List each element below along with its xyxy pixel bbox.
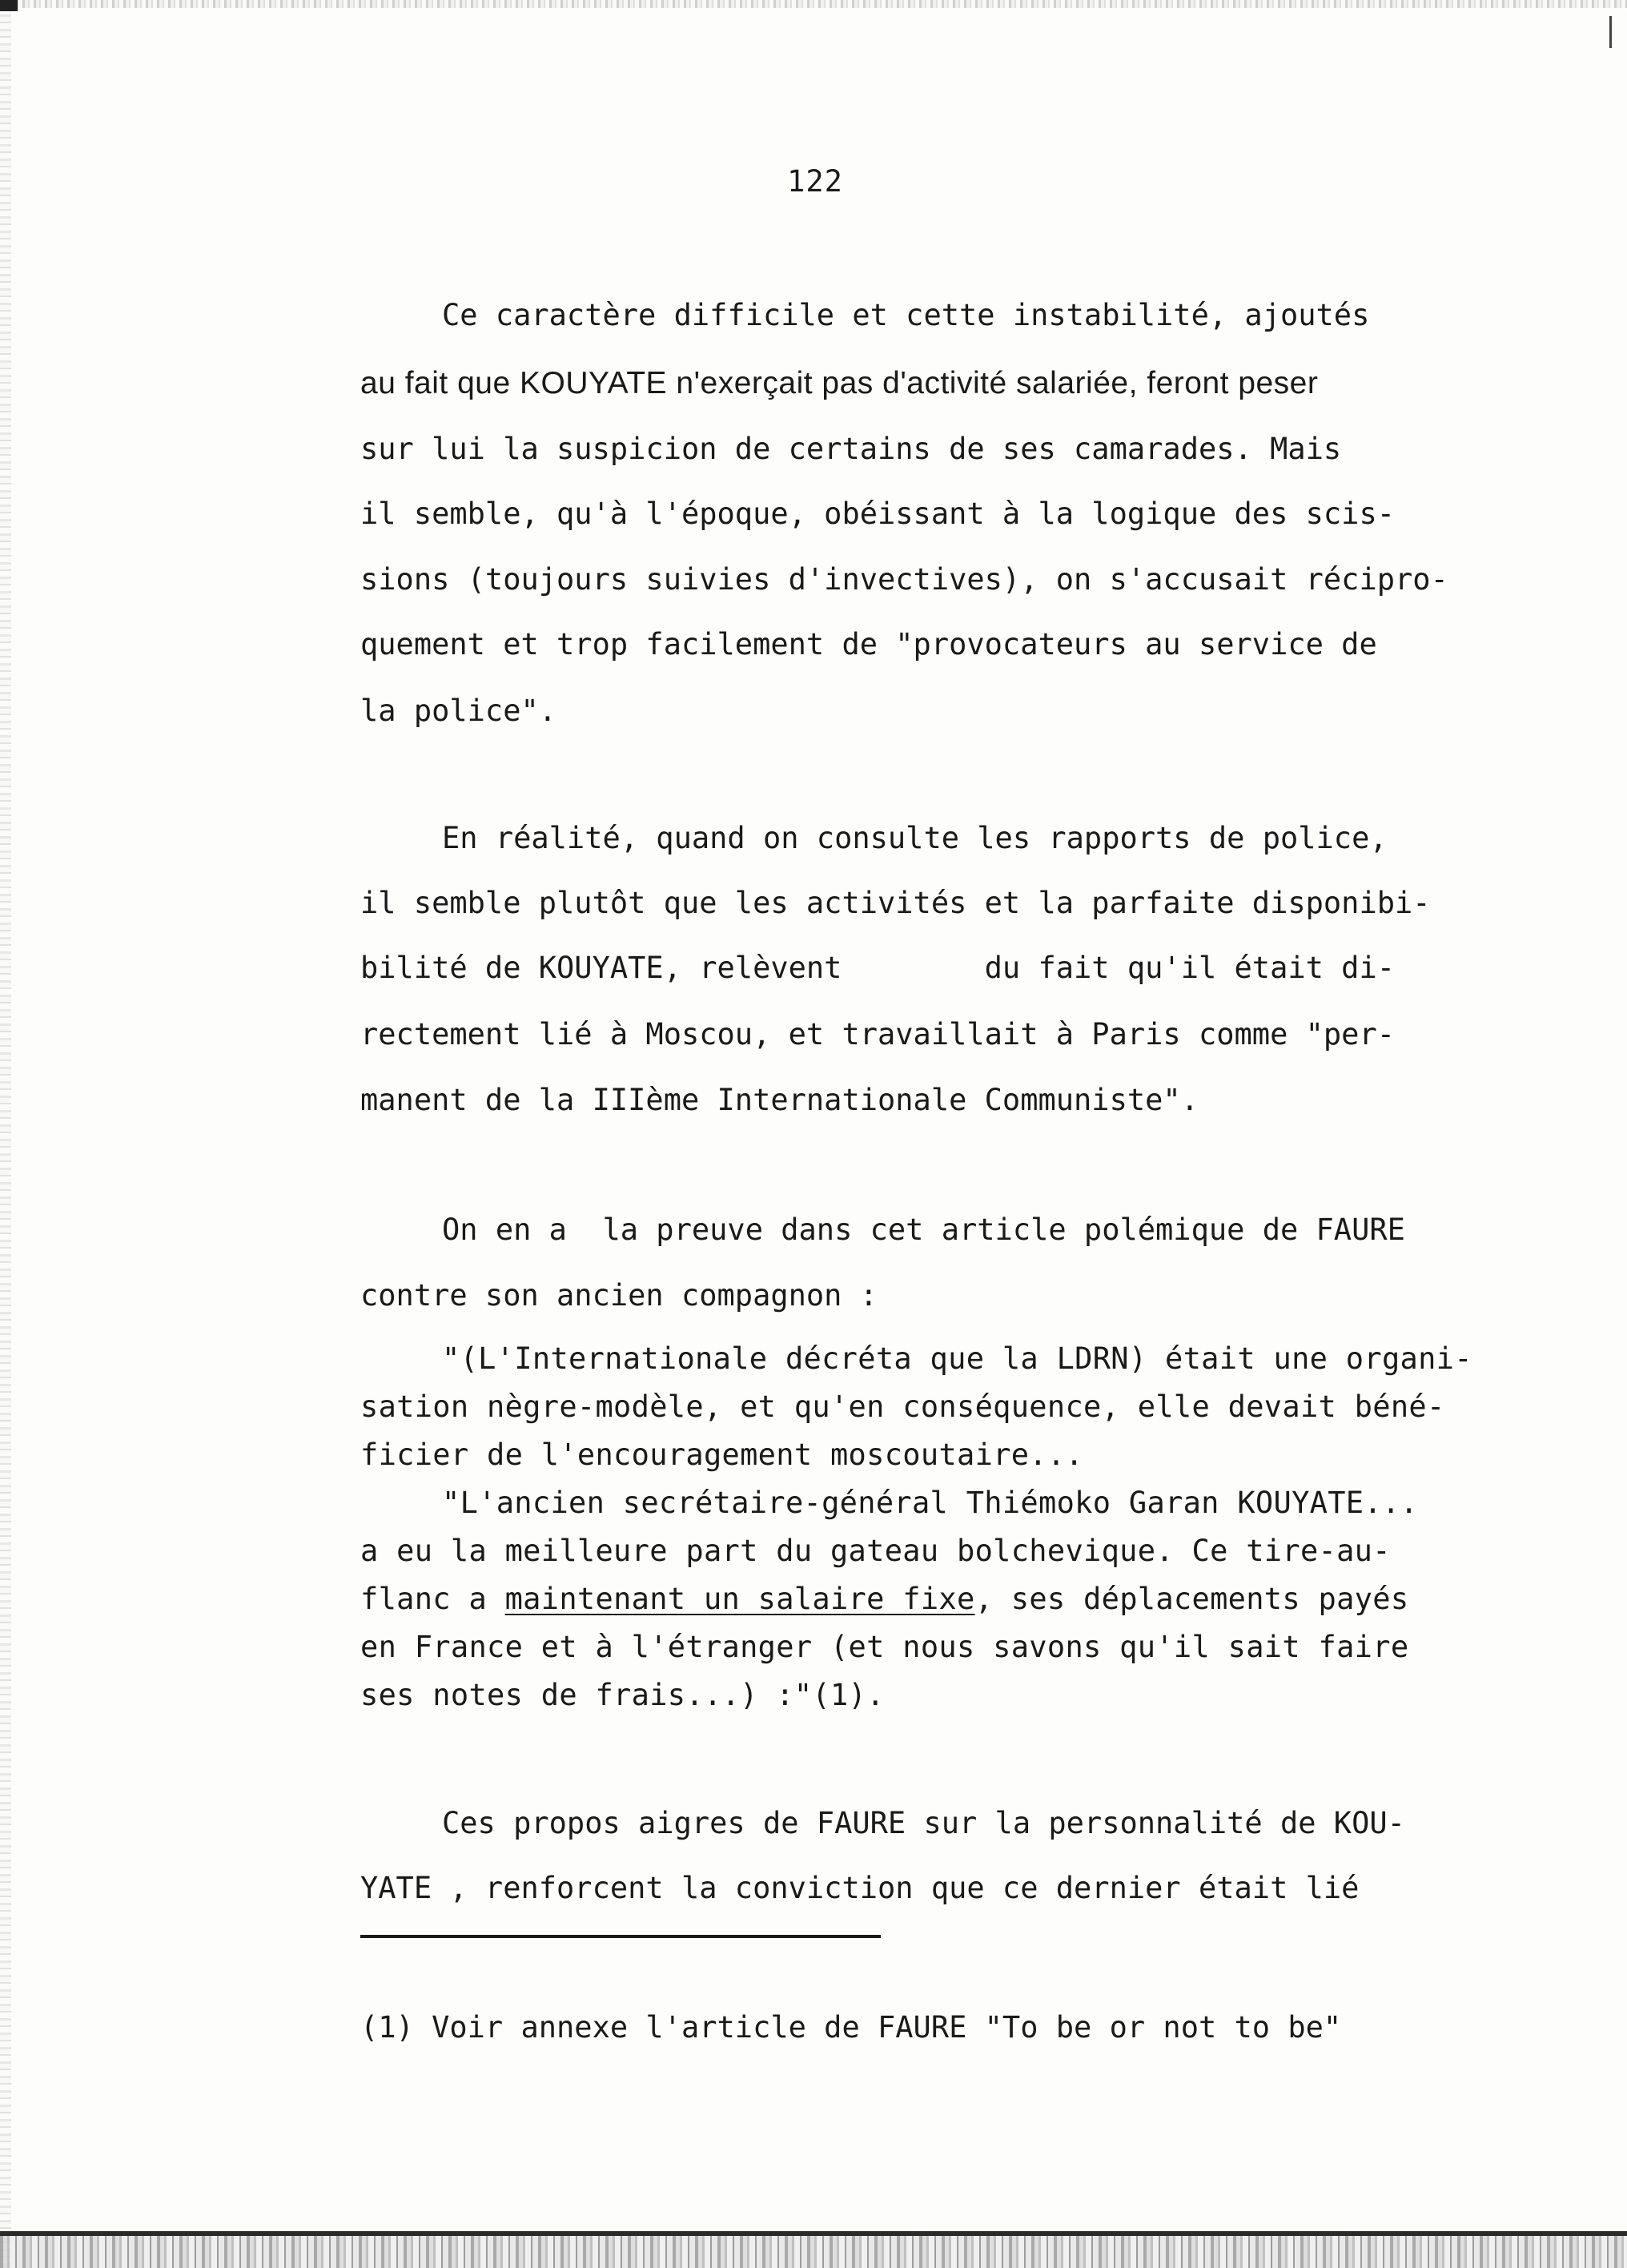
text-line: il semble, qu'à l'époque, obéissant à la logique des scis- [360, 497, 1396, 531]
footnote-separator [360, 1935, 881, 1938]
scan-right-tick [1609, 16, 1612, 48]
text-line: la police". [360, 694, 557, 728]
text-line: bilité de KOUYATE, relèvent du fait qu'il était di- [360, 951, 1396, 985]
quote-text: , ses déplacements payés [974, 1582, 1409, 1616]
quote-line: a eu la meilleure part du gateau bolchevique. Ce tire-au- [360, 1534, 1391, 1568]
text-line: rectement lié à Moscou, et travaillait à Paris comme "per- [360, 1017, 1396, 1052]
quote-text: flanc a [360, 1582, 505, 1616]
scan-bottom-edge [0, 2236, 1627, 2268]
text-line: sur lui la suspicion de certains de ses camarades. Mais [360, 432, 1342, 466]
quote-line: en France et à l'étranger (et nous savons qu'il sait faire [360, 1630, 1409, 1664]
text-line: quement et trop facilement de "provocateurs au service de [360, 627, 1377, 662]
text-line: YATE , renforcent la conviction que ce dernier était lié [360, 1871, 1360, 1905]
text-line: Ces propos aigres de FAURE sur la personnalité de KOU- [442, 1806, 1405, 1840]
text-line: manent de la IIIème Internationale Communiste". [360, 1083, 1199, 1117]
scan-corner-mark [0, 0, 18, 11]
scan-left-edge [0, 0, 11, 2268]
scan-top-edge [0, 0, 1627, 8]
quote-line [360, 1582, 1408, 1617]
text-line: On en a la preuve dans cet article polémique de FAURE [442, 1212, 1405, 1247]
quote-line: sation nègre-modèle, et qu'en conséquence, elle devait béné- [360, 1389, 1445, 1424]
underlined-phrase: maintenant un salaire fixe [504, 1582, 975, 1616]
text-line: sions (toujours suivies d'invectives), on s'accusait récipro- [360, 562, 1448, 597]
text-line: contre son ancien compagnon : [360, 1278, 878, 1313]
text-line: au fait que KOUYATE n'exerçait pas d'activité salariée, feront peser [360, 366, 1319, 400]
text-line: Ce caractère difficile et cette instabilité, ajoutés [442, 298, 1370, 332]
text-line: il semble plutôt que les activités et la parfaite disponibi- [360, 886, 1431, 920]
quote-line: "L'ancien secrétaire-général Thiémoko Garan KOUYATE... [442, 1486, 1419, 1520]
quote-line: ficier de l'encouragement moscoutaire... [360, 1438, 1084, 1472]
text-line: En réalité, quand on consulte les rapports de police, [442, 821, 1388, 855]
quote-line: "(L'Internationale décréta que la LDRN) était une organi- [442, 1341, 1472, 1376]
quote-line: ses notes de frais...) :"(1). [360, 1678, 885, 1712]
footnote: (1) Voir annexe l'article de FAURE "To be or not to be" [360, 2010, 1342, 2045]
page-number: 122 [787, 164, 843, 199]
